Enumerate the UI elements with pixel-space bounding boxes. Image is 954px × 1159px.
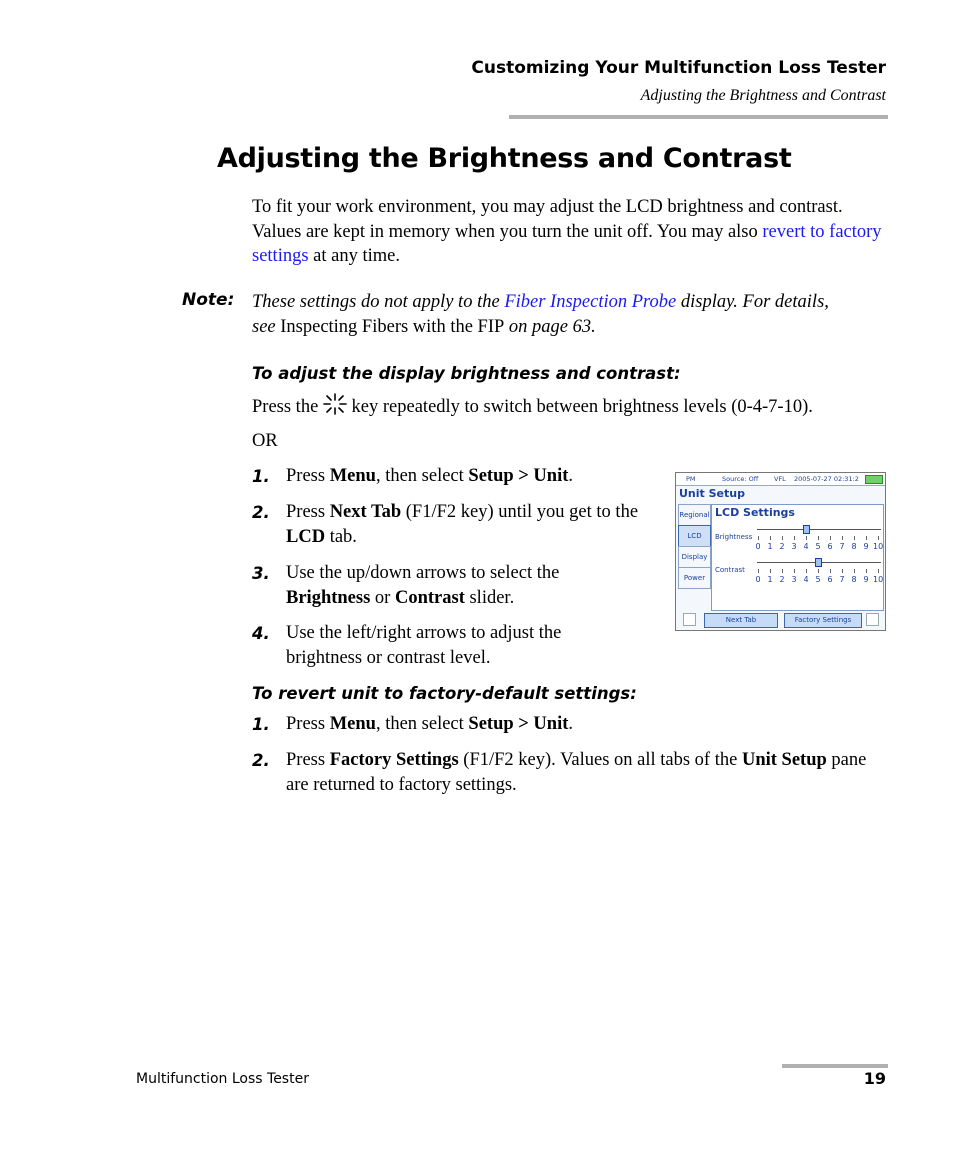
- step-text-plain: (F1/F2 key) until you get to the: [401, 502, 639, 522]
- slider-scale-number: 8: [851, 575, 857, 584]
- slider-scale-number: 3: [791, 575, 797, 584]
- revert-factory-link[interactable]: revert to factory settings: [252, 221, 882, 266]
- slider-scale-number: 10: [873, 575, 884, 584]
- brightness-slider-ticks: [754, 536, 882, 541]
- press-key-paragraph: [252, 393, 892, 420]
- slider-tick: [866, 569, 867, 573]
- slider-scale-number: 8: [851, 542, 857, 551]
- right-softkey-indicator: [866, 613, 879, 626]
- fiber-inspection-probe-link[interactable]: Fiber Inspection Probe: [504, 292, 677, 312]
- or-separator: OR: [252, 431, 278, 451]
- step-text: [286, 748, 886, 798]
- unit-setup-screenshot: [675, 472, 886, 631]
- slider-tick: [770, 569, 771, 573]
- step-text-plain: .: [568, 466, 574, 486]
- slider-tick: [866, 536, 867, 540]
- slider-scale-number: 9: [863, 542, 869, 551]
- note-text-2: display. For details, see: [252, 292, 829, 337]
- note-label: Note:: [182, 290, 235, 310]
- step-text-plain: Use the up/down arrows to select the: [286, 563, 560, 583]
- slider-tick: [854, 569, 855, 573]
- press-key-text-1: Press the: [252, 397, 323, 417]
- status-bar: [676, 473, 885, 486]
- tab-regional[interactable]: Regional: [678, 504, 711, 526]
- step-number: 3.: [252, 564, 270, 583]
- unit-setup-title: Unit Setup: [679, 487, 745, 500]
- factory-settings-term: Factory Settings: [329, 750, 459, 770]
- procedure-heading-revert: To revert unit to factory-default settings:: [252, 684, 637, 703]
- footer-rule: [782, 1064, 888, 1068]
- brightness-scale: [752, 542, 886, 552]
- brightness-sun-icon: [323, 393, 347, 415]
- step-number: 1.: [252, 715, 270, 734]
- slider-tick: [878, 569, 879, 573]
- step-number: 2.: [252, 503, 270, 522]
- step-text-plain: .: [568, 714, 574, 734]
- intro-text-1: To fit your work environment, you may adjust the LCD brightness and contrast. Values are kept in memory when you turn the unit off. You may also: [252, 197, 843, 242]
- slider-scale-number: 6: [827, 542, 833, 551]
- tab-display[interactable]: Display: [678, 546, 711, 568]
- pm-indicator: PM: [686, 475, 696, 483]
- contrast-slider-label: Contrast: [715, 566, 745, 574]
- intro-paragraph: [252, 195, 882, 269]
- step-text: [286, 464, 646, 489]
- slider-tick: [806, 536, 807, 540]
- slider-scale-number: 4: [803, 542, 809, 551]
- step-text: [286, 500, 651, 550]
- step-text: [286, 561, 626, 611]
- slider-tick: [794, 536, 795, 540]
- slider-tick: [818, 569, 819, 573]
- next-tab-term: Next Tab: [329, 502, 402, 522]
- menu-term: Menu: [329, 714, 376, 734]
- slider-scale-number: 4: [803, 575, 809, 584]
- slider-scale-number: 7: [839, 542, 845, 551]
- step-text-plain: , then select: [375, 466, 469, 486]
- note-text: [252, 290, 852, 340]
- slider-scale-number: 1: [767, 575, 773, 584]
- slider-scale-number: 6: [827, 575, 833, 584]
- step-text-plain: Press: [286, 714, 330, 734]
- step-text-plain: slider.: [464, 588, 515, 608]
- factory-settings-button[interactable]: Factory Settings: [784, 613, 862, 628]
- slider-tick: [782, 569, 783, 573]
- slider-scale-number: 2: [779, 575, 785, 584]
- slider-tick: [758, 569, 759, 573]
- lcd-settings-title: LCD Settings: [715, 506, 795, 519]
- header-rule: [509, 115, 888, 119]
- running-header-chapter: Customizing Your Multifunction Loss Tester: [471, 58, 886, 78]
- contrast-slider-ticks: [754, 569, 882, 574]
- slider-tick: [818, 536, 819, 540]
- slider-tick: [830, 536, 831, 540]
- note-crossref: Inspecting Fibers with the FIP: [280, 317, 505, 337]
- step-number: 2.: [252, 751, 270, 770]
- setup-unit-term: Setup > Unit: [468, 714, 569, 734]
- step-text-plain: (F1/F2 key). Values on all tabs of the: [458, 750, 742, 770]
- slider-tick: [878, 536, 879, 540]
- step-text-plain: Press: [286, 750, 330, 770]
- step-text-plain: Press: [286, 502, 330, 522]
- tab-power[interactable]: Power: [678, 567, 711, 589]
- slider-tick: [842, 569, 843, 573]
- page-number: 19: [863, 1069, 886, 1088]
- procedure-heading-brightness: To adjust the display brightness and contrast:: [252, 364, 681, 383]
- slider-scale-number: 5: [815, 542, 821, 551]
- battery-icon: [865, 475, 883, 484]
- slider-scale-number: 9: [863, 575, 869, 584]
- vfl-indicator: VFL: [774, 475, 786, 483]
- step-number: 4.: [252, 624, 270, 643]
- slider-scale-number: 1: [767, 542, 773, 551]
- brightness-slider-thumb[interactable]: [803, 525, 810, 534]
- lcd-term: LCD: [286, 527, 326, 547]
- step-text: Use the left/right arrows to adjust the brightness or contrast level.: [286, 623, 562, 668]
- slider-scale-number: 2: [779, 542, 785, 551]
- tab-lcd[interactable]: LCD: [678, 525, 711, 547]
- brightness-slider-label: Brightness: [715, 533, 753, 541]
- datetime-display: 2005-07-27 02:31:2: [794, 475, 859, 483]
- step-text-plain: Press: [286, 466, 330, 486]
- brightness-term: Brightness: [286, 588, 371, 608]
- slider-tick: [830, 569, 831, 573]
- footer-product-name: Multifunction Loss Tester: [136, 1071, 309, 1087]
- step-text-plain: or: [370, 588, 395, 608]
- slider-tick: [806, 569, 807, 573]
- lcd-settings-panel: [711, 504, 884, 611]
- running-header-section: Adjusting the Brightness and Contrast: [640, 87, 886, 104]
- slider-scale-number: 3: [791, 542, 797, 551]
- slider-tick: [842, 536, 843, 540]
- contrast-term: Contrast: [394, 588, 465, 608]
- brightness-slider-track[interactable]: [757, 529, 881, 530]
- slider-scale-number: 10: [873, 542, 884, 551]
- page-title: Adjusting the Brightness and Contrast: [217, 143, 792, 174]
- left-softkey-indicator: [683, 613, 696, 626]
- unit-setup-term: Unit Setup: [741, 750, 827, 770]
- note-text-3: on page 63.: [504, 317, 596, 337]
- slider-scale-number: 7: [839, 575, 845, 584]
- contrast-slider-thumb[interactable]: [815, 558, 822, 567]
- step-text-plain: , then select: [375, 714, 469, 734]
- source-indicator: Source: Off: [722, 475, 759, 483]
- step-text-plain: tab.: [325, 527, 357, 547]
- press-key-text-2: key repeatedly to switch between brightness levels (0-4-7-10).: [346, 397, 813, 417]
- step-text-plain: pane are returned to factory settings.: [286, 750, 867, 795]
- step-text: [286, 712, 846, 737]
- setup-unit-term: Setup > Unit: [468, 466, 569, 486]
- slider-scale-number: 0: [755, 575, 761, 584]
- slider-tick: [782, 536, 783, 540]
- slider-tick: [794, 569, 795, 573]
- slider-tick: [854, 536, 855, 540]
- slider-tick: [770, 536, 771, 540]
- slider-scale-number: 0: [755, 542, 761, 551]
- slider-scale-number: 5: [815, 575, 821, 584]
- note-text-1: These settings do not apply to the: [252, 292, 505, 312]
- next-tab-button[interactable]: Next Tab: [704, 613, 778, 628]
- step-number: 1.: [252, 467, 270, 486]
- slider-tick: [758, 536, 759, 540]
- intro-text-2: at any time.: [308, 246, 400, 266]
- menu-term: Menu: [329, 466, 376, 486]
- contrast-scale: [752, 575, 886, 585]
